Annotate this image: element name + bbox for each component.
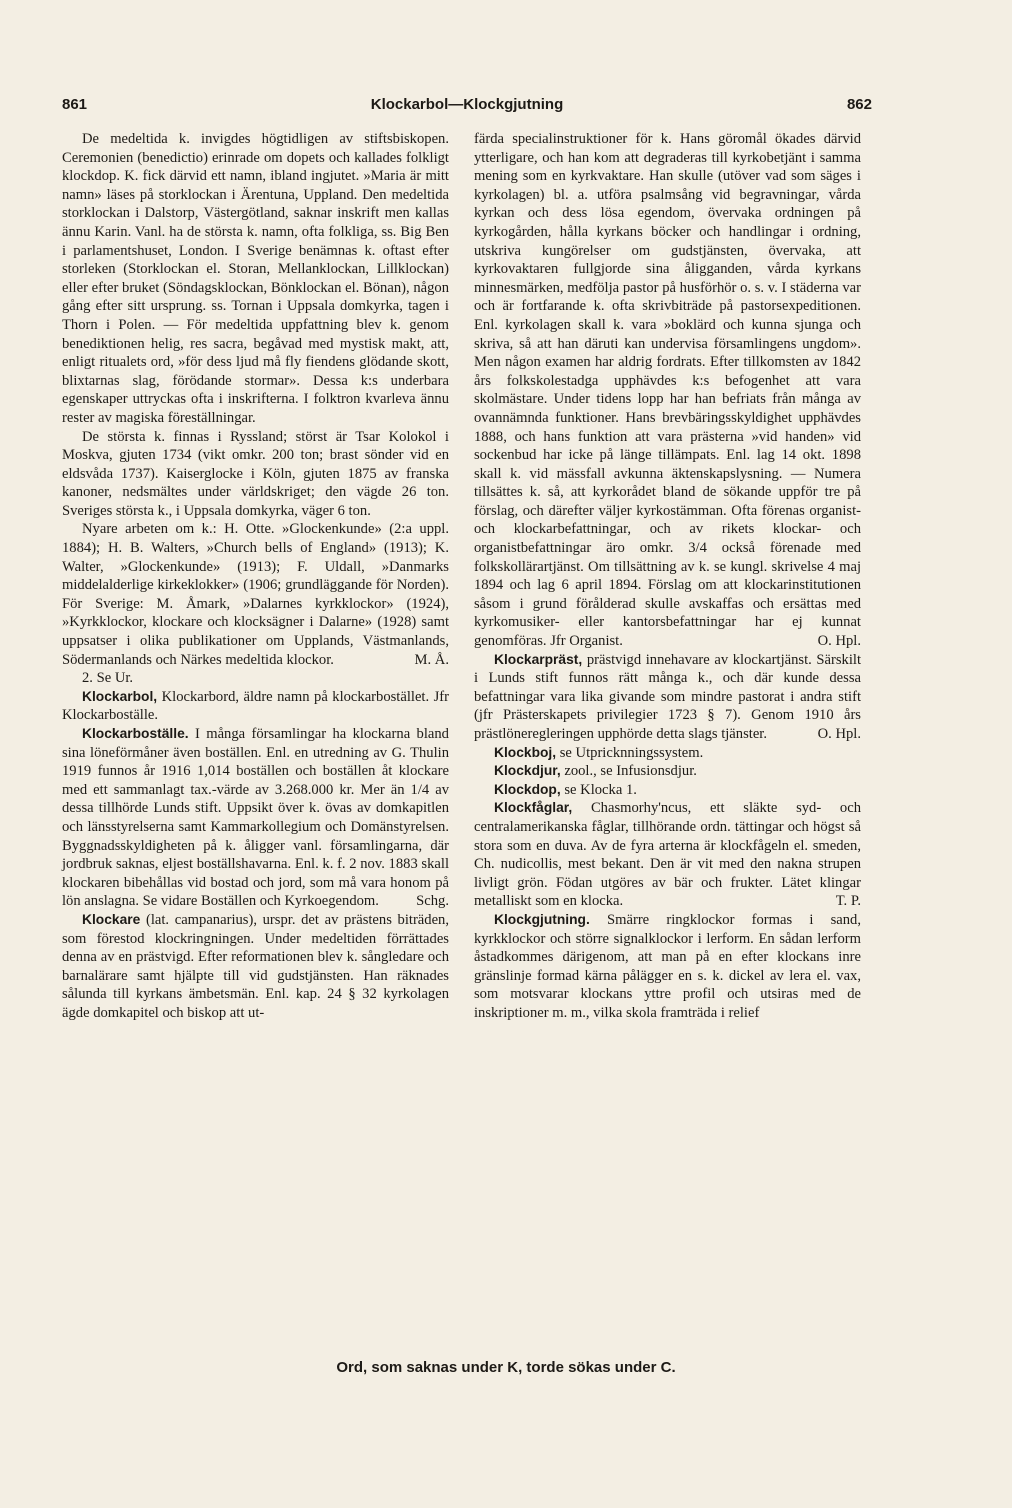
entry-headword: Klockfåglar, bbox=[494, 800, 573, 816]
entry-headword: Klockboj, bbox=[494, 744, 557, 760]
author-signature: M. Å. bbox=[414, 651, 449, 668]
entry-headword: Klockdjur, bbox=[494, 763, 561, 779]
entry-text: se Klocka 1. bbox=[564, 781, 637, 798]
paragraph bbox=[62, 520, 449, 669]
entry-text: (lat. campanarius), urspr. det av prästens biträden, som förestod klockringningen. Under medeltiden förrättades denna av en prästvigd. Efter reformationen blev k. sångledare och barnalärare samt hjälpte till vid gudstjänsten. Han räknades sålunda till kyrkans ämbetsmän. Enl. kap. 24 § 32 kyrkolagen ägde domkapitel och biskop att ut- bbox=[62, 911, 449, 1021]
entry bbox=[62, 911, 449, 1023]
entry bbox=[474, 911, 861, 1023]
entry-text: Smärre ringklockor formas i sand, kyrkklockor och större signalklockor i lerform. En sådan lerform åstadkommes därigenom, att man på en efter klockans inre gränslinje formad kärna pålägger en s. k. dickel av lera el. vax, som motsvarar klockans yttre profil och utsiras med de inskriptioner m. m., vilka skola framträda i relief bbox=[474, 911, 861, 1021]
entry-headword: Klockgjutning. bbox=[494, 911, 590, 927]
entry-text: Klockarbord, äldre namn på klockarbostället. Jfr Klockarboställe. bbox=[62, 688, 449, 724]
page-header bbox=[62, 96, 872, 120]
author-signature: O. Hpl. bbox=[817, 633, 861, 650]
right-column bbox=[474, 130, 861, 1023]
paragraph-text: Nyare arbeten om k.: H. Otte. »Glockenkunde» (2:a uppl. 1884); H. B. Walters, »Church bells of England» (1913); K. Walter, »Glockenkunde» (1913); F. Uldall, »Danmarks middelalderlige kirkeklokker» (1906; grundläggande för Norden). För Sverige: M. Åmark, »Dalarnes kyrkklockor» (1924), »Kyrkklockor, klockare och klocksägner i Dalarne» (1928) samt uppsatser i olika publikationer om Upplands, Västmanlands, Södermanlands och Närkes medeltida klockor. bbox=[62, 521, 449, 668]
entry-headword: Klockare bbox=[82, 911, 141, 927]
entry-headword: Klockarbol, bbox=[82, 688, 158, 704]
entry bbox=[62, 725, 449, 911]
entry-headword: Klockdop, bbox=[494, 781, 561, 797]
entry bbox=[474, 651, 861, 744]
paragraph: De medeltida k. invigdes högtidligen av stiftsbiskopen. Ceremonien (benedictio) erinrade om dopets och kallades folkligt klockdop. K. fick därvid ett namn, ibland ingjutet. »Maria är mitt namn» läses på storklockan i Ärentuna, Uppland. Den medeltida storklockan i Dalstorp, Västergötland, saknar inskrift men kallas ännu Karin. Vanl. ha de största k. namn, ofta folkliga, ss. Big Ben i parlamentshuset, London. I Sverige benämnas k. oftast efter storleken (Storklockan el. Storan, Mellanklockan, Lillklockan) eller efter bruket (Söndagsklockan, Bönklockan el. Bönan), någon gång efter sitt ursprung. ss. Tornan i Uppsala domkyrka, tagen i Thorn i Polen. — För medeltida uppfattning blev k. genom benediktionen helig, res sacra, begåvad med mystisk makt, att, enligt ritualets ord, »för dess ljud må fly fiendens glödande skott, blixtarnas slag, förödande stormar». Dessa k:s underbara egenskaper uttryckas ofta i inskrifterna. I folktron kvarleva ännu rester av magiska föreställningar. bbox=[62, 131, 449, 426]
entry-text: zool., se Infusionsdjur. bbox=[564, 763, 697, 780]
entry-text: se Utpricknningssystem. bbox=[559, 744, 704, 761]
entry bbox=[474, 781, 861, 800]
page-footer-note: Ord, som saknas under K, torde sökas under C. bbox=[336, 1359, 676, 1376]
page-number-right: 862 bbox=[846, 96, 872, 113]
left-column bbox=[62, 130, 449, 1023]
author-signature: O. Hpl. bbox=[817, 726, 861, 742]
entry bbox=[474, 762, 861, 781]
page-number-left: 861 bbox=[62, 96, 88, 113]
entry-text: Chasmorhy'ncus, ett släkte syd- och centralamerikanska fåglar, tillhörande ordn. tättingar och högst så stora som en duva. Av de fyra arterna är klockfågeln el. smeden, Ch. nudicollis, mest bekant. Den är vit med den nakna strupen livligt grön. Födan utgöres av bär och frukter. Lätet klingar metalliskt som en klocka. bbox=[474, 800, 861, 910]
paragraph: 2. Se Ur. bbox=[82, 670, 134, 687]
paragraph: De största k. finnas i Ryssland; störst är Tsar Kolokol i Moskva, gjuten 1734 (vikt omkr. 200 ton; brast sönder vid en eldsvåda 1737). Kaiserglocke i Köln, gjuten 1875 av franska kanoner, nedsmältes under världskriget; den vägde 26 ton. Sveriges största k., i Uppsala domkyrka, väger 6 ton. bbox=[62, 428, 449, 519]
running-head: Klockarbol—Klockgjutning bbox=[370, 96, 564, 113]
entry bbox=[474, 799, 861, 911]
entry-headword: Klockarpräst, bbox=[494, 651, 583, 667]
entry-text: I många församlingar ha klockarna bland sina löneförmåner även boställen. Enl. en utredning av G. Thulin 1919 funnos år 1916 1,014 boställen och boställen åt klockare med ett sammanlagt tax.-värde av 3.268.000 kr. Mer än 1/4 av dessa tillhörde Lunds stift. Uppsikt över k. övas av domkapitlen och länsstyrelserna samt Kammarkollegium och Domänstyrelsen. Byggnadsskyldigheten på k. åligger vanl. församlingarna, där jordbruk saknas, eljest boställshavarna. Enl. k. f. 2 nov. 1883 skall klockaren bibehållas vid bostad och jord, som må vara honom på lön anslagna. Se vidare Boställen och Kyrkoegendom. bbox=[62, 726, 449, 910]
author-signature: Schg. bbox=[416, 893, 449, 910]
entry bbox=[474, 744, 861, 763]
author-signature: T. P. bbox=[835, 893, 861, 910]
paragraph bbox=[474, 130, 861, 651]
entry-headword: Klockarboställe. bbox=[82, 726, 189, 741]
entry bbox=[62, 688, 449, 725]
entry-text: prästvigd innehavare av klockartjänst. Särskilt i Lunds stift funnos rätt många k., och där kunde dessa befattningar vara lika givande som mindre pastorat i andra stift (jfr Prästerskapets privilegier 1723 § 7). Genom 1910 års prästlöneregleringen upphörde detta slags tjänster. bbox=[474, 651, 861, 742]
paragraph-text: färda specialinstruktioner för k. Hans göromål ökades därvid ytterligare, och han kom att degraderas till kyrkobetjänt i samma mening som en kyrkvaktare. Han skulle (utöver vad som säges i kyrkolagen) bl. a. utföra psalmsång vid begravningar, vårda kyrkan och dess lösa egendom, övervaka ordningen på kyrkogården, hålla kyrkans böcker och handlingar i ordning, utskriva kungörelser om gudstjänsten, övervaka, att kyrkovaktaren fullgjorde sina åligganden, vårda kyrkans minnesmärken, medfölja pastor på husförhör o. s. v. I städerna var och är fortfarande k. ofta skrivbiträde på pastorsexpeditionen. Enl. kyrkolagen skall k. vara »boklärd och kunna sjunga och skriva, så att han däruti kan undervisa församlingens ungdom». Men någon examen har aldrig fordrats. Efter tillkomsten av 1842 års folkskolestadga upphävdes k:s befogenhet att vara skolmästare. Under tidens lopp har han befriats från många av ovannämnda funktioner. Hans brevbäringsskyldighet upphävdes 1888, och hans funktion att vara prästerna »vid handen» vid sockenbud har icke på länge tillämpats. Enl. lag 14 okt. 1898 skall k. vid mässfall avkunna äktenskapslysning. — Numera tillsättes k. så, att kyrkorådet bland de sökande uppför tre på förslag, och därefter väljer kyrkostämman. Ofta förenas organist- och klockarbefattningar, och av rikets klockar- och organistbefattningar äro omkr. 3/4 också förenade med folkskollärartjänst. Om tillsättning av k. se kungl. skrivelse 4 maj 1894 och lag 6 april 1894. Förslag om att klockarinstitutionen såsom i grund förålderad skulle avskaffas och ersättas med kyrkomusiker- eller kantorsbefattningar har ej kunnat genomföras. Jfr Organist. bbox=[474, 131, 861, 650]
